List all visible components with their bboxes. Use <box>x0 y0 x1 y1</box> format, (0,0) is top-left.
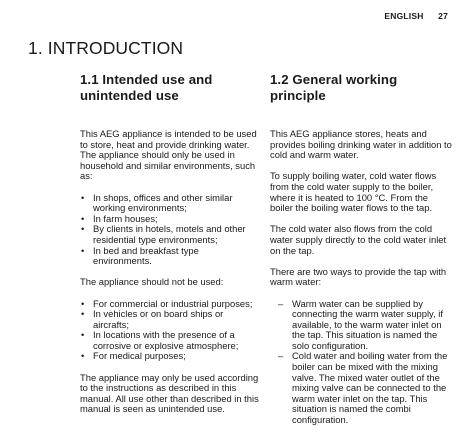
forbidden-uses-list <box>80 299 260 363</box>
instructions-paragraph: The appliance may only be used according to the instructions as described in this manual. All use other than described in this manual is seen as unintended use. <box>80 371 259 415</box>
list-item: • In farm houses; <box>80 214 260 225</box>
section-title-line-2: principle <box>270 88 326 103</box>
section-title-working-principle <box>270 72 452 104</box>
page-number: 27 <box>438 11 448 21</box>
list-item: • In locations with the presence of a corrosive or explosive atmosphere; <box>80 330 260 351</box>
warm-water-options-list <box>270 299 452 426</box>
section-title-intended-use <box>80 72 260 104</box>
list-item: – Warm water can be supplied by connecting the warm water supply, if available, to the warm water inlet on the tap. This situation is named the solo configuration. <box>270 299 452 352</box>
language-label: ENGLISH <box>384 11 424 21</box>
list-item: – Cold water and boiling water from the boiler can be mixed with the mixing valve. The mixed water outlet of the mixing valve can be connected to the warm water inlet on the tap. This situation is named the combi configuration. <box>270 351 452 425</box>
allowed-environments-list <box>80 193 260 267</box>
intended-use-paragraph: This AEG appliance is intended to be used to store, heat and provide drinking water. The appliance should only be used in household and similar environments, such as: <box>80 128 257 182</box>
overview-paragraph: This AEG appliance stores, heats and provides boiling drinking water in addition to cold and warm water. <box>270 128 452 161</box>
left-column <box>80 72 260 426</box>
list-item: • In shops, offices and other similar working environments; <box>80 193 260 214</box>
list-item: • By clients in hotels, motels and other residential type environments; <box>80 224 260 245</box>
list-item: • For medical purposes; <box>80 351 260 362</box>
right-column <box>270 72 452 436</box>
section-title-line-2: unintended use <box>80 88 179 103</box>
list-item: • For commercial or industrial purposes; <box>80 299 260 310</box>
section-title-line-1: 1.1 Intended use and <box>80 72 213 87</box>
boiling-water-paragraph: To supply boiling water, cold water flows from the cold water supply to the boiler, where it is heated to 100 °C. From the boiler the boiling water flows to the tap. <box>270 170 437 214</box>
section-title-line-1: 1.2 General working <box>270 72 398 87</box>
not-used-paragraph: The appliance should not be used: <box>80 276 224 288</box>
warm-water-intro-paragraph: There are two ways to provide the tap with warm water: <box>270 265 447 288</box>
list-item: • In vehicles or on board ships or aircrafts; <box>80 309 260 330</box>
chapter-title: 1. INTRODUCTION <box>28 38 184 58</box>
list-item: • In bed and breakfast type environments. <box>80 246 260 267</box>
page-header <box>384 11 448 21</box>
cold-water-paragraph: The cold water also flows from the cold water supply directly to the cold water inlet on the tap. <box>270 223 447 256</box>
